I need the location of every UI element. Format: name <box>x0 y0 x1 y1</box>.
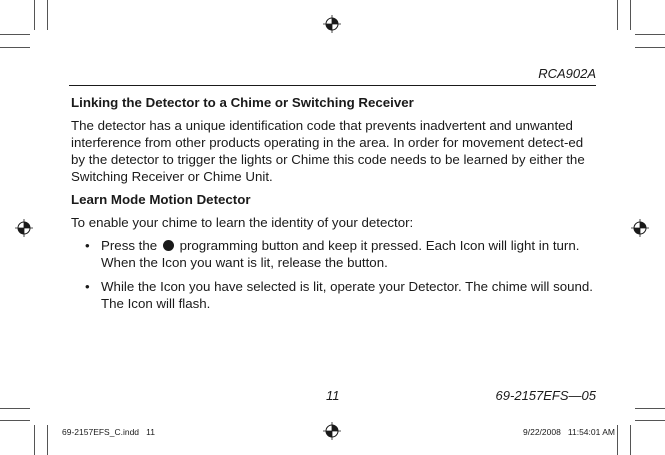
model-number: RCA902A <box>538 66 596 81</box>
crop-mark <box>635 47 665 48</box>
crop-mark <box>0 34 30 35</box>
list-item-text: While the Icon you have selected is lit, operate your Detector. The chime will sound. The Icon will flash. <box>101 279 593 311</box>
crop-mark <box>34 0 35 30</box>
document-number: 69-2157EFS—05 <box>495 388 596 403</box>
programming-button-icon <box>163 240 174 251</box>
list-item <box>71 278 598 312</box>
list-item <box>71 237 598 271</box>
header-rule <box>69 85 596 86</box>
section-body: The detector has a unique identification code that prevents inadvertent and unwanted interference from other products operating in the area. In order for movement detect-ed by the detector to trigger the lights or Chime this code needs to be learned by either the Switching Receiver or Chime Unit. <box>71 118 585 184</box>
registration-mark-icon <box>323 422 341 440</box>
page-content <box>71 94 598 319</box>
section-heading: Learn Mode Motion Detector <box>71 192 251 207</box>
slug-timestamp: 9/22/2008 11:54:01 AM <box>523 427 615 437</box>
list-item-text: programming button and keep it pressed. Each Icon will light in turn. When the Icon you want is lit, release the button. <box>101 238 580 270</box>
crop-mark <box>617 0 618 30</box>
crop-mark <box>635 34 665 35</box>
crop-mark <box>630 0 631 30</box>
crop-mark <box>635 408 665 409</box>
registration-mark-icon <box>631 219 649 237</box>
crop-mark <box>47 425 48 455</box>
instruction-list <box>71 237 598 312</box>
crop-mark <box>34 425 35 455</box>
bullet-icon: • <box>85 279 90 294</box>
section-heading: Linking the Detector to a Chime or Switching Receiver <box>71 95 414 110</box>
crop-mark <box>47 0 48 30</box>
crop-mark <box>0 408 30 409</box>
registration-mark-icon <box>323 15 341 33</box>
page-number: 11 <box>326 388 340 403</box>
crop-mark <box>630 425 631 455</box>
list-item-text: Press the <box>101 238 158 253</box>
registration-mark-icon <box>15 219 33 237</box>
instruction-intro: To enable your chime to learn the identity of your detector: <box>71 215 414 230</box>
bullet-icon: • <box>85 238 90 253</box>
slug-filename: 69-2157EFS_C.indd 11 <box>62 427 155 437</box>
crop-mark <box>635 420 665 421</box>
crop-mark <box>617 425 618 455</box>
crop-mark <box>0 420 30 421</box>
crop-mark <box>0 47 30 48</box>
